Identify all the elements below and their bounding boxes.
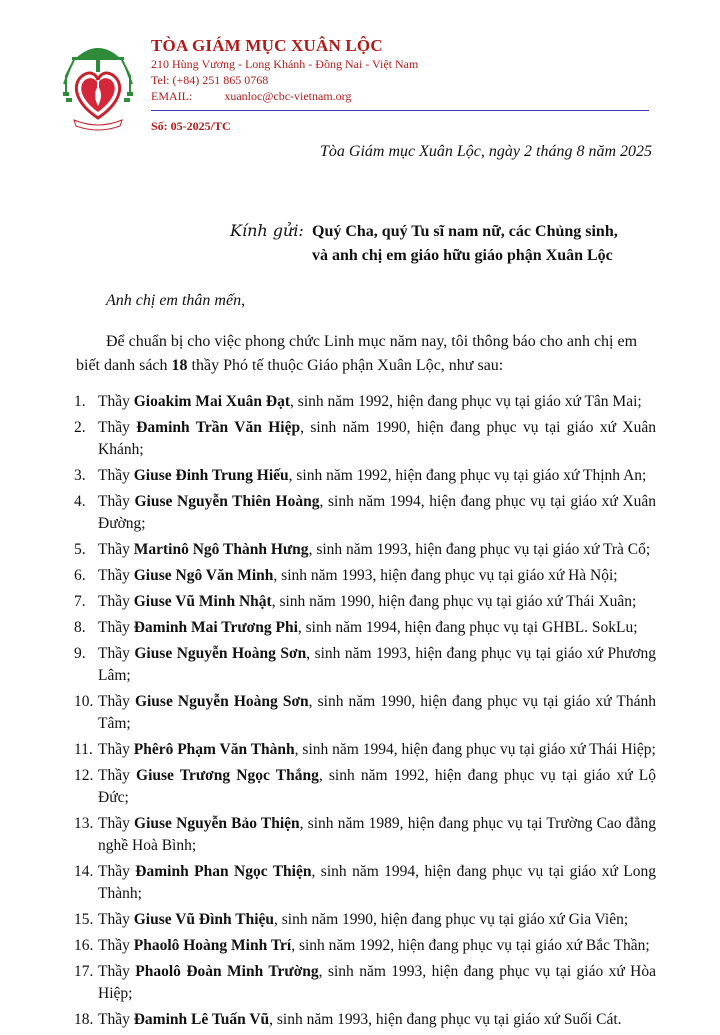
deacon-name: Đaminh Mai Trương Phi — [133, 619, 298, 636]
intro-paragraph — [76, 330, 654, 378]
list-item-text — [98, 935, 656, 957]
list-item — [76, 591, 656, 613]
list-item-text — [98, 1009, 656, 1031]
list-item-number: 9. — [74, 645, 86, 662]
list-item — [76, 539, 656, 561]
list-item-text — [98, 691, 656, 735]
list-item-number: 15. — [74, 911, 94, 928]
deacon-name: Phaolô Hoàng Minh Trí — [133, 937, 292, 954]
list-item-text — [98, 591, 656, 613]
letterhead-divider — [151, 110, 649, 111]
list-item-number: 12. — [74, 767, 94, 784]
deacon-name: Đaminh Trần Văn Hiệp — [136, 419, 301, 436]
deacon-detail: , sinh năm 1993, hiện đang phục vụ tại giáo xứ Phương Lâm; — [98, 645, 656, 684]
list-item-text — [98, 765, 656, 809]
deacon-detail: , sinh năm 1994, hiện đang phục vụ tại GHBL. SokLu; — [297, 619, 638, 636]
list-item-number: 11. — [74, 741, 93, 758]
list-item — [76, 643, 656, 687]
list-item-number: 7. — [74, 593, 86, 610]
deacon-detail: , sinh năm 1989, hiện đang phục vụ tại Trường Cao đẳng nghề Hoà Bình; — [98, 815, 656, 854]
list-item-number: 5. — [74, 541, 86, 558]
salutation-recipients-1: Quý Cha, quý Tu sĩ nam nữ, các Chủng sinh, — [312, 223, 618, 240]
deacon-title: Thầy — [98, 393, 134, 410]
list-item — [76, 765, 656, 809]
salutation-line-1 — [230, 219, 618, 244]
deacon-title: Thầy — [98, 493, 135, 510]
list-item-number: 4. — [74, 493, 86, 510]
deacon-detail: , sinh năm 1990, hiện đang phục vụ tại giáo xứ Gia Viên; — [274, 911, 629, 928]
list-item — [76, 491, 656, 535]
deacon-detail: , sinh năm 1990, hiện đang phục vụ tại giáo xứ Xuân Khánh; — [98, 419, 656, 458]
deacon-name: Phêrô Phạm Văn Thành — [133, 741, 295, 758]
list-item-text — [98, 539, 656, 561]
deacon-name: Giuse Nguyễn Hoàng Sơn — [134, 693, 309, 710]
list-item-text — [98, 813, 656, 857]
list-item-number: 17. — [74, 963, 94, 980]
deacon-title: Thầy — [98, 645, 135, 662]
deacon-title: Thầy — [98, 911, 134, 928]
list-item-text — [98, 861, 656, 905]
list-item-text — [98, 391, 656, 413]
deacon-detail: , sinh năm 1990, hiện đang phục vụ tại giáo xứ Thánh Tâm; — [98, 693, 656, 732]
deacon-title: Thầy — [98, 863, 136, 880]
list-item — [76, 861, 656, 905]
deacon-name: Đaminh Lê Tuấn Vũ — [133, 1011, 270, 1028]
deacon-name: Giuse Ngô Văn Minh — [133, 567, 274, 584]
list-item — [76, 813, 656, 857]
list-item — [76, 565, 656, 587]
deacon-name: Giuse Trương Ngọc Thắng — [136, 767, 319, 784]
list-item-number: 8. — [74, 619, 86, 636]
organization-email-line — [151, 88, 671, 104]
deacon-name: Gioakim Mai Xuân Đạt — [133, 393, 291, 410]
salutation-recipients-2: và anh chị em giáo hữu giáo phận Xuân Lộc — [312, 247, 613, 264]
deacon-title: Thầy — [98, 963, 136, 980]
deacon-detail: , sinh năm 1993, hiện đang phục vụ tại giáo xứ Hòa Hiệp; — [98, 963, 657, 1002]
list-item — [76, 961, 656, 1005]
document-number: Số: 05-2025/TC — [151, 119, 231, 133]
deacon-title: Thầy — [98, 815, 135, 832]
list-item — [76, 909, 656, 931]
intro-text-after: thầy Phó tế thuộc Giáo phận Xuân Lộc, như sau: — [187, 357, 504, 374]
organization-phone: Tel: (+84) 251 865 0768 — [151, 73, 269, 87]
deacon-name: Giuse Vũ Đình Thiệu — [133, 911, 275, 928]
deacon-name: Giuse Nguyễn Hoàng Sơn — [134, 645, 307, 662]
deacon-name: Giuse Vũ Minh Nhật — [133, 593, 272, 610]
deacon-title: Thầy — [98, 767, 137, 784]
deacon-name: Đaminh Phan Ngọc Thiện — [135, 863, 312, 880]
deacon-detail: , sinh năm 1994, hiện đang phục vụ tại giáo xứ Thái Hiệp; — [294, 741, 656, 758]
list-item-number: 14. — [74, 863, 94, 880]
email-address: xuanloc@cbc-vietnam.org — [224, 89, 352, 103]
list-item — [76, 617, 656, 639]
greeting: Anh chị em thân mến, — [106, 292, 246, 309]
deacon-detail: , sinh năm 1992, hiện đang phục vụ tại giáo xứ Bắc Thần; — [291, 937, 650, 954]
list-item-number: 18. — [74, 1011, 94, 1028]
list-item — [76, 691, 656, 735]
organization-address: 210 Hùng Vương - Long Khánh - Đồng Nai - Việt Nam — [151, 57, 419, 71]
list-item-text — [98, 491, 656, 535]
list-item-text — [98, 617, 656, 639]
list-item-number: 13. — [74, 815, 94, 832]
deacon-detail: , sinh năm 1992, hiện đang phục vụ tại giáo xứ Tân Mai; — [290, 393, 642, 410]
deacon-title: Thầy — [98, 593, 134, 610]
deacon-title: Thầy — [98, 567, 134, 584]
intro-text-before: Để chuẩn bị cho việc phong chức Linh mục năm nay, tôi thông báo cho anh chị em biết danh sách — [76, 333, 638, 374]
deacon-detail: , sinh năm 1990, hiện đang phục vụ tại giáo xứ Thái Xuân; — [271, 593, 637, 610]
list-item-text — [98, 417, 656, 461]
salutation-label: Kính gửi: — [230, 221, 304, 240]
deacon-detail: , sinh năm 1992, hiện đang phục vụ tại giáo xứ Thịnh An; — [288, 467, 647, 484]
deacon-detail: , sinh năm 1994, hiện đang phục vụ tại giáo xứ Xuân Đường; — [98, 493, 656, 532]
list-item — [76, 391, 656, 413]
list-item — [76, 465, 656, 487]
deacon-title: Thầy — [98, 541, 134, 558]
deacon-list — [76, 391, 656, 1035]
list-item-text — [98, 565, 656, 587]
deacon-title: Thầy — [98, 619, 134, 636]
list-item — [76, 935, 656, 957]
list-item-text — [98, 739, 656, 761]
deacon-title: Thầy — [98, 467, 134, 484]
deacon-detail: , sinh năm 1993, hiện đang phục vụ tại giáo xứ Hà Nội; — [273, 567, 618, 584]
deacon-detail: , sinh năm 1993, hiện đang phục vụ tại giáo xứ Trà Cổ; — [308, 541, 651, 558]
list-item-number: 10. — [74, 693, 94, 710]
list-item-text — [98, 643, 656, 687]
deacon-title: Thầy — [98, 1011, 134, 1028]
list-item-number: 6. — [74, 567, 86, 584]
organization-name: TÒA GIÁM MỤC XUÂN LỘC — [151, 36, 383, 55]
list-item — [76, 739, 656, 761]
list-item-number: 2. — [74, 419, 86, 436]
list-item-text — [98, 465, 656, 487]
list-item — [76, 1009, 656, 1031]
list-item-number: 16. — [74, 937, 94, 954]
deacon-detail: , sinh năm 1993, hiện đang phục vụ tại giáo xứ Suối Cát. — [269, 1011, 622, 1028]
diocese-coat-of-arms-logo — [60, 36, 136, 132]
deacon-title: Thầy — [98, 937, 134, 954]
deacon-name: Giuse Nguyễn Thiên Hoàng — [134, 493, 320, 510]
list-item-text — [98, 909, 656, 931]
deacon-detail: , sinh năm 1994, hiện đang phục vụ tại giáo xứ Long Thành; — [98, 863, 656, 902]
deacon-name: Martinô Ngô Thành Hưng — [133, 541, 309, 558]
deacon-name: Giuse Nguyễn Bảo Thiện — [134, 815, 300, 832]
place-and-date: Tòa Giám mục Xuân Lộc, ngày 2 tháng 8 năm 2025 — [320, 143, 652, 160]
deacon-title: Thầy — [98, 741, 134, 758]
deacon-detail: , sinh năm 1992, hiện đang phục vụ tại giáo xứ Lộ Đức; — [98, 767, 656, 806]
deacon-title: Thầy — [98, 419, 137, 436]
intro-deacon-count: 18 — [171, 357, 188, 374]
list-item-text — [98, 961, 656, 1005]
deacon-title: Thầy — [98, 693, 135, 710]
deacon-name: Giuse Đinh Trung Hiếu — [133, 467, 289, 484]
salutation — [230, 219, 618, 268]
deacon-name: Phaolô Đoàn Minh Trường — [135, 963, 319, 980]
list-item — [76, 417, 656, 461]
list-item-number: 1. — [74, 393, 86, 410]
email-label: EMAIL: — [151, 89, 193, 103]
list-item-number: 3. — [74, 467, 86, 484]
letterhead — [151, 36, 671, 104]
